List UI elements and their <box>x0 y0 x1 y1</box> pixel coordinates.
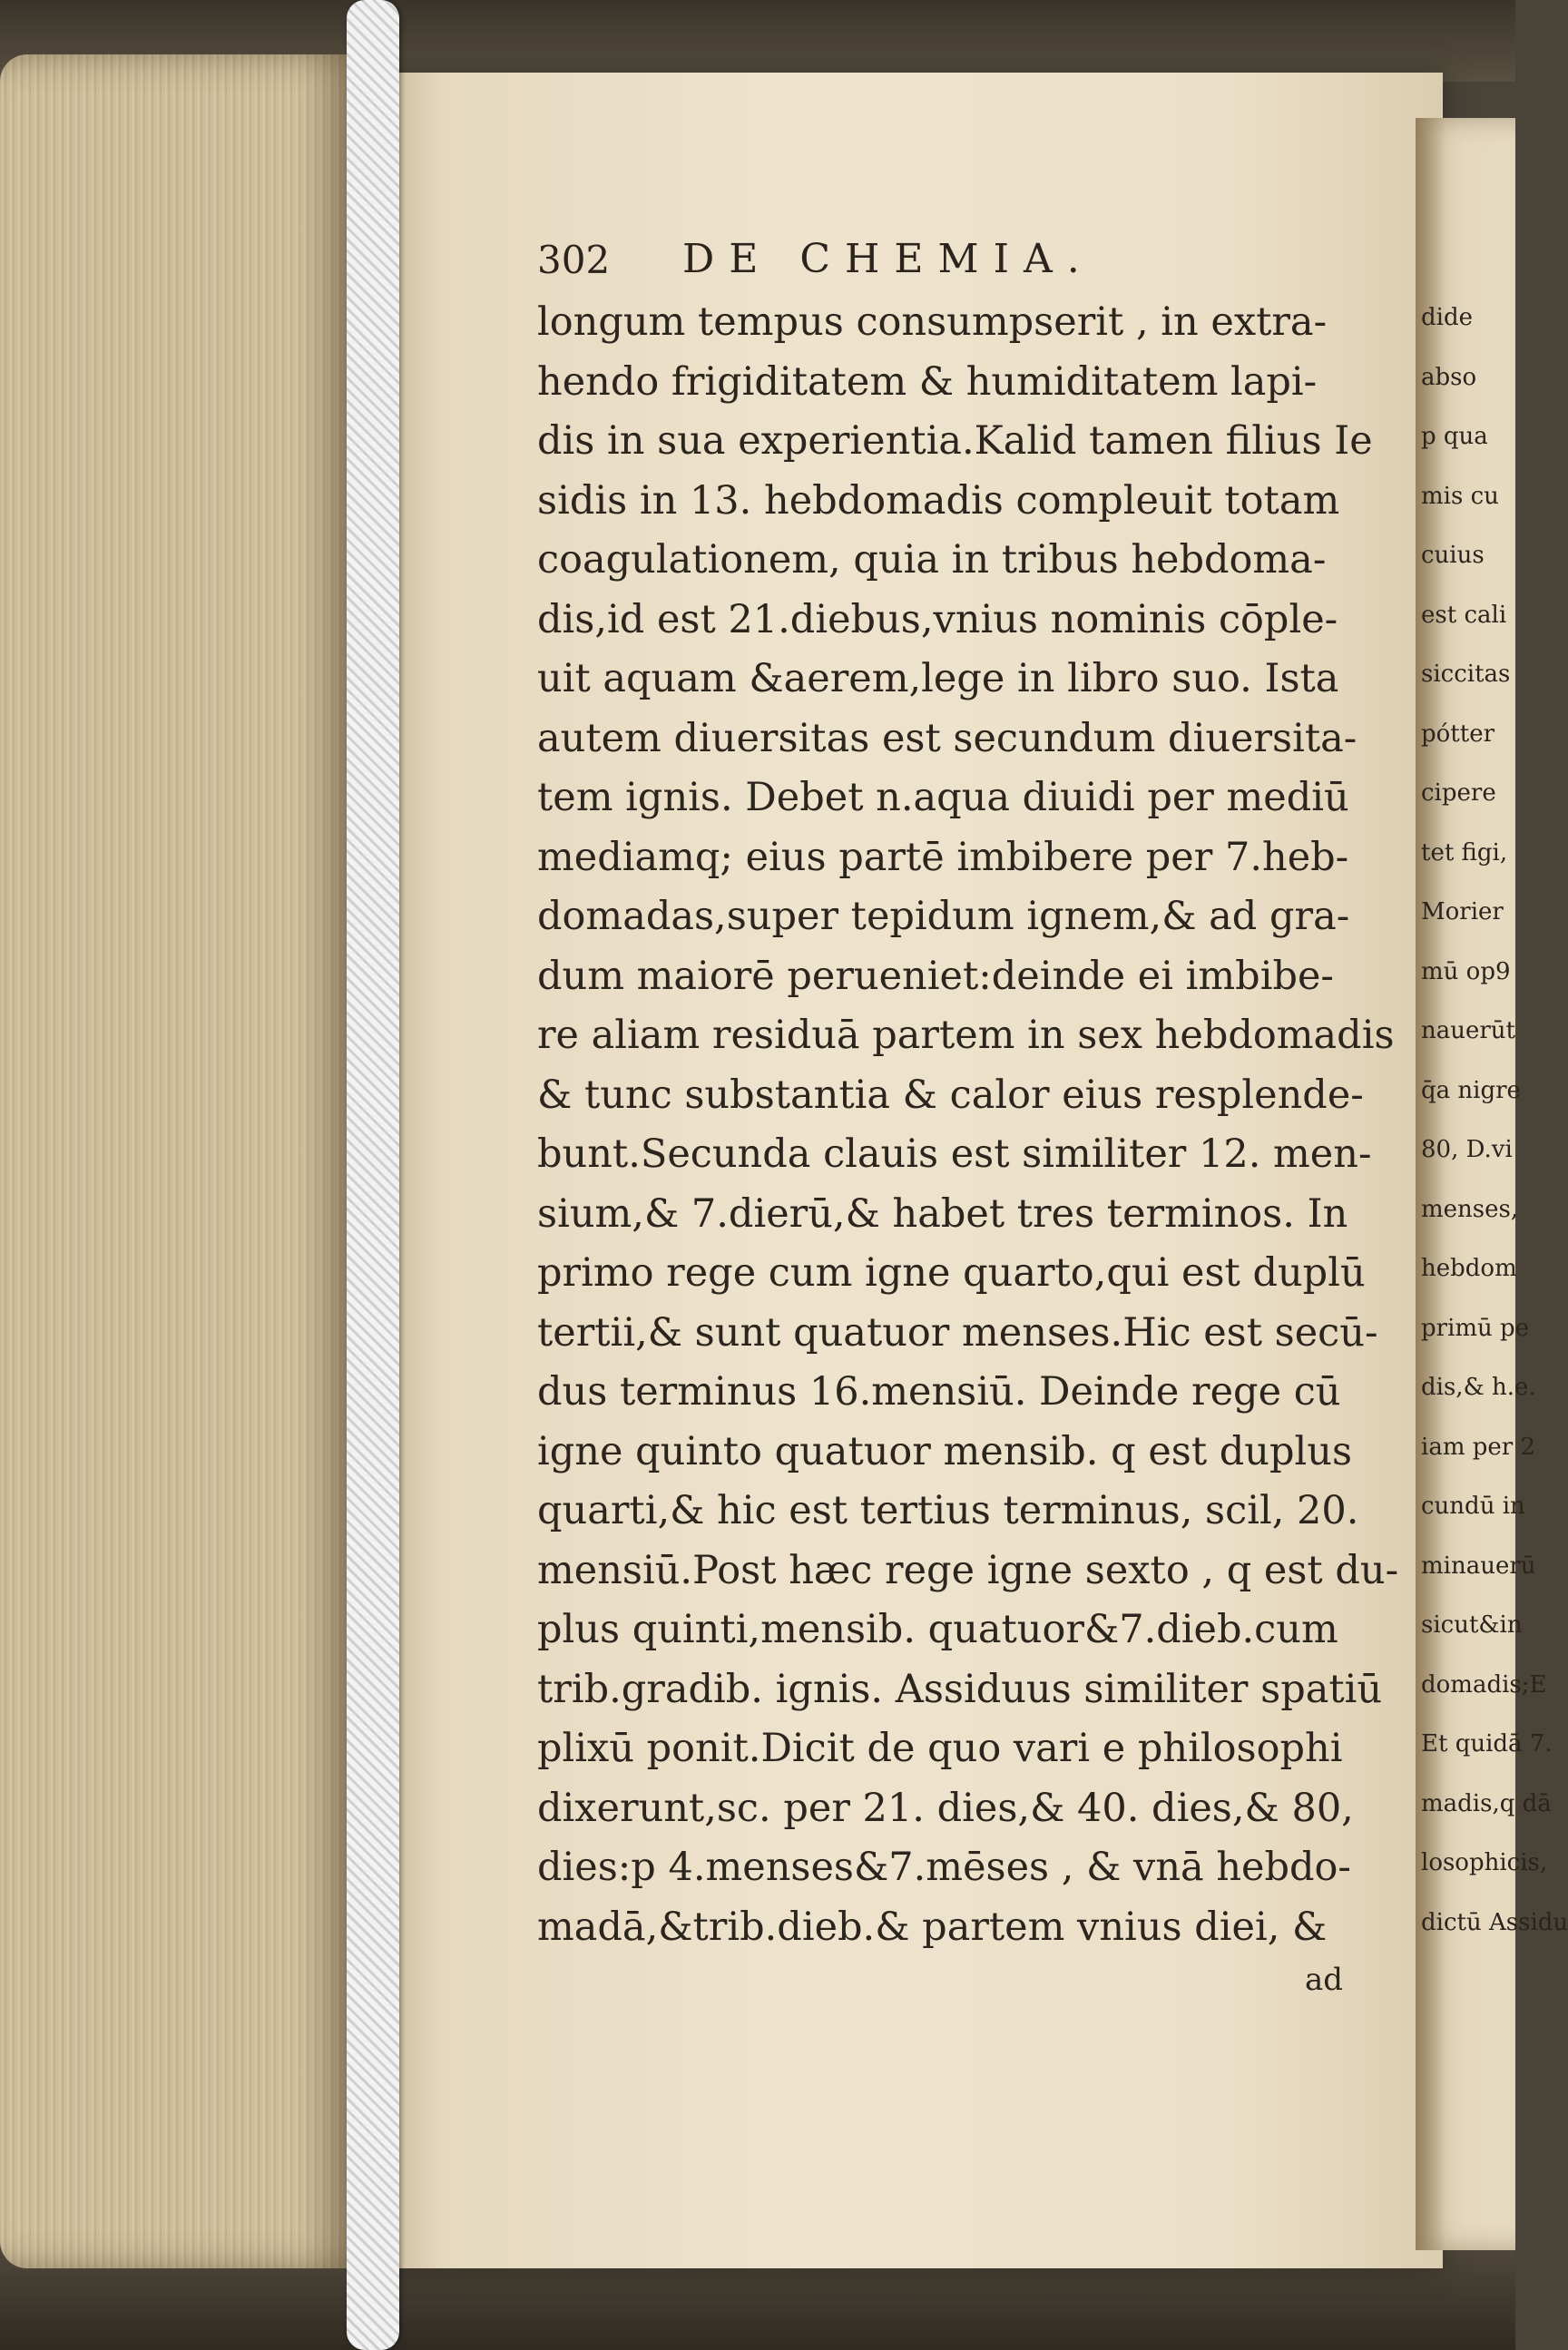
text-line: quarti,& hic est tertius terminus, scil, 20. <box>537 1488 1359 1533</box>
facing-page-line: cipere <box>1421 779 1496 807</box>
facing-page-line: Morier <box>1421 898 1504 925</box>
facing-page-line: mū op9 <box>1421 957 1511 985</box>
facing-page-line: minauerū <box>1421 1552 1536 1580</box>
text-line: dies:p 4.menses&7.mēses , & vnā hebdo- <box>537 1845 1351 1890</box>
facing-page-line: dis,& h.e. <box>1421 1374 1536 1401</box>
page-number: 302 <box>537 238 611 282</box>
text-line: dus terminus 16.mensiū. Deinde rege cū <box>537 1369 1341 1415</box>
text-line: dis,id est 21.diebus,vnius nominis cōple- <box>537 596 1338 642</box>
facing-page-line: domadis;E <box>1421 1670 1547 1699</box>
page-header <box>537 238 1263 283</box>
text-line: dixerunt,sc. per 21. dies,& 40. dies,& 80, <box>537 1785 1354 1831</box>
facing-page <box>1416 118 1568 2250</box>
facing-page-line: primū pe <box>1421 1314 1530 1342</box>
facing-page-line: sicut&in <box>1421 1611 1523 1639</box>
text-line: dis in sua experientia.Kalid tamen filius Ie <box>537 418 1373 464</box>
facing-page-line: est cali <box>1421 601 1507 629</box>
facing-page-line: pótter <box>1421 720 1495 748</box>
text-line: trib.gradib. ignis. Assiduus similiter spatiū <box>537 1666 1383 1712</box>
text-line: mensiū.Post hæc rege igne sexto , q est du- <box>537 1547 1399 1593</box>
facing-page-line: siccitas <box>1421 661 1511 688</box>
text-line: plixū ponit.Dicit de quo vari e philosophi <box>537 1726 1343 1771</box>
facing-page-line: losophicis, <box>1421 1849 1548 1876</box>
text-line: sidis in 13. hebdomadis compleuit totam <box>537 477 1340 524</box>
catchword: ad <box>1305 1962 1344 1998</box>
facing-page-line: q̄a nigre <box>1421 1076 1521 1104</box>
text-line: coagulationem, quia in tribus hebdoma- <box>537 537 1327 583</box>
text-line: madā,&trib.dieb.& partem vnius diei, & <box>537 1904 1328 1950</box>
text-line: autem diuersitas est secundum diuersita- <box>537 715 1357 761</box>
text-line: plus quinti,mensib. quatuor&7.dieb.cum <box>537 1607 1338 1652</box>
text-line: hendo frigiditatem & humiditatem lapi- <box>537 358 1318 405</box>
text-line: tem ignis. Debet n.aqua diuidi per mediū <box>537 775 1349 820</box>
text-line: sium,& 7.dierū,& habet tres terminos. In <box>537 1190 1348 1237</box>
text-line: igne quinto quatuor mensib. q est duplus <box>537 1428 1353 1474</box>
facing-page-line: mis cu <box>1421 482 1499 510</box>
text-line: tertii,& sunt quatuor menses.Hic est secū- <box>537 1309 1378 1356</box>
facing-page-line: nauerūt <box>1421 1017 1515 1044</box>
facing-page-line: hebdom <box>1421 1255 1517 1282</box>
running-title: DE CHEMIA. <box>682 236 1094 282</box>
text-line: bunt.Secunda clauis est similiter 12. men- <box>537 1131 1372 1177</box>
text-line: longum tempus consumpserit , in extra- <box>537 299 1328 345</box>
facing-page-line: 80, D.vi <box>1421 1136 1513 1163</box>
facing-page-line: Et quidā 7. <box>1421 1730 1553 1758</box>
facing-page-line: iam per 2 <box>1421 1433 1536 1461</box>
text-line: re aliam residuā partem in sex hebdomadis <box>537 1013 1395 1058</box>
facing-page-line: madis,q dā <box>1421 1789 1552 1817</box>
text-line: & tunc substantia & calor eius resplende- <box>537 1072 1364 1118</box>
facing-page-line: tet figi, <box>1421 838 1508 867</box>
facing-page-line: p qua <box>1421 423 1488 450</box>
facing-page-line: abso <box>1421 363 1477 391</box>
facing-page-line: cuius <box>1421 542 1485 569</box>
text-line: primo rege cum igne quarto,qui est duplū <box>537 1250 1366 1296</box>
facing-page-line: cundū in <box>1421 1493 1525 1520</box>
facing-page-line: dide <box>1421 304 1473 331</box>
text-line: mediamq; eius partē imbibere per 7.heb- <box>537 834 1349 880</box>
text-line: uit aquam &aerem,lege in libro suo. Ista <box>537 656 1339 701</box>
text-line: domadas,super tepidum ignem,& ad gra- <box>537 894 1350 939</box>
bookmark-ribbon <box>347 0 399 2350</box>
text-line: dum maiorē perueniet:deinde ei imbibe- <box>537 953 1334 999</box>
facing-page-line: dictū Assidu <box>1421 1908 1568 1936</box>
facing-page-line: menses, <box>1421 1195 1519 1223</box>
